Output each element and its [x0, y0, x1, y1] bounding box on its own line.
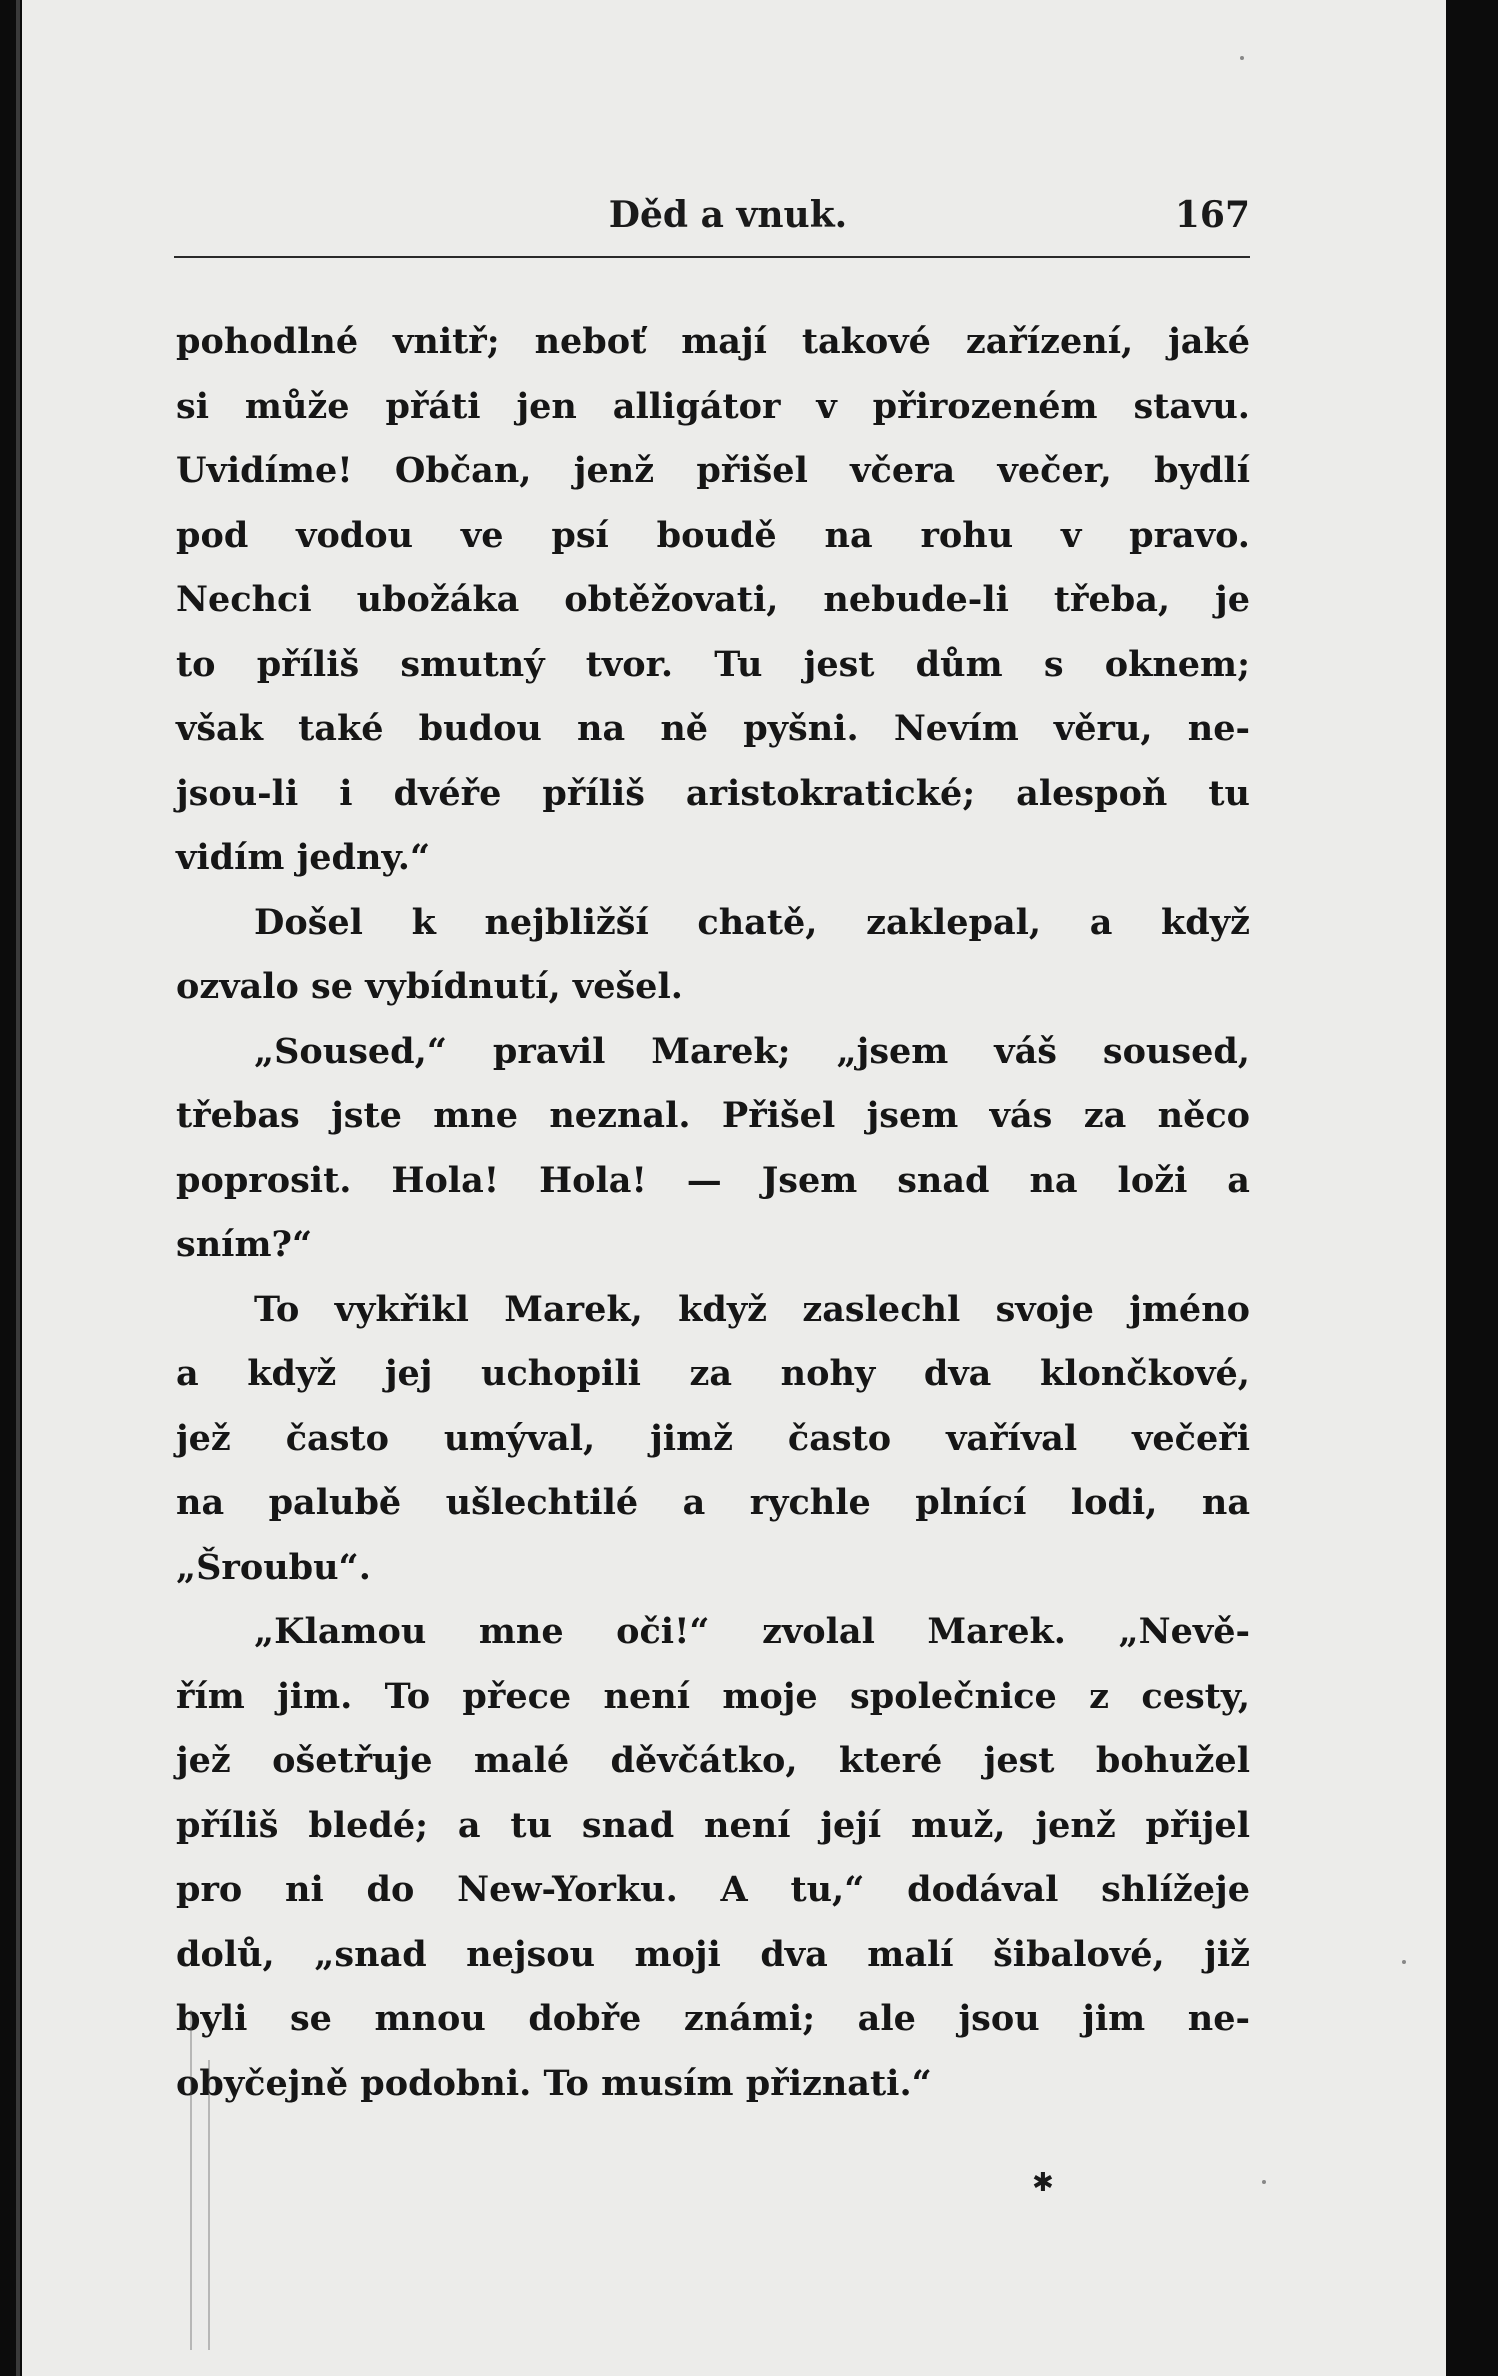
end-ornament: ✱	[1032, 2168, 1054, 2198]
text-line: třebas jste mne neznal. Přišel jsem vás za něco	[176, 1095, 1250, 1136]
text-line: pod vodou ve psí boudě na rohu v pravo.	[176, 514, 1250, 556]
text-line: pro ni do New-Yorku. A tu,“ dodával shlížeje	[176, 1869, 1250, 1910]
text-line: obyčejně podobni. To musím přiznati.“	[176, 2062, 932, 2104]
text-line: poprosit. Hola! Hola! — Jsem snad na loži a	[176, 1159, 1250, 1201]
paper-speck	[1240, 56, 1244, 60]
text-line: však také budou na ně pyšni. Nevím věru, ne-	[176, 708, 1250, 749]
header-rule	[174, 256, 1250, 258]
paper-speck	[1402, 1960, 1406, 1964]
text-line: To vykřikl Marek, když zaslechl svoje jméno	[254, 1288, 1250, 1330]
text-line: jsou-li i dvéře příliš aristokratické; alespoň tu	[176, 772, 1250, 814]
text-line: řím jim. To přece není moje společnice z cesty,	[176, 1675, 1250, 1717]
text-line: byli se mnou dobře známi; ale jsou jim ne-	[176, 1998, 1250, 2039]
text-line: ozvalo se vybídnutí, vešel.	[176, 966, 683, 1007]
text-line: Uvidíme! Občan, jenž přišel včera večer, bydlí	[176, 450, 1250, 491]
text-line: jež často umýval, jimž často vaříval večeři	[176, 1417, 1250, 1459]
text-line: pohodlné vnitř; neboť mají takové zařízení, jaké	[176, 321, 1250, 362]
running-title: Děd a vnuk.	[608, 194, 848, 236]
page-number: 167	[1174, 194, 1250, 236]
running-header	[176, 190, 1250, 260]
text-line: sním?“	[176, 1224, 313, 1265]
margin-mark	[190, 2010, 192, 2350]
text-line: Nechci ubožáka obtěžovati, nebude-li třeba, je	[176, 579, 1250, 620]
text-line: dolů, „snad nejsou moji dva malí šibalové, již	[176, 1933, 1250, 1975]
text-line: na palubě ušlechtilé a rychle plnící lodi, na	[176, 1482, 1250, 1523]
text-line: Došel k nejbližší chatě, zaklepal, a když	[254, 901, 1250, 943]
text-line: to příliš smutný tvor. Tu jest dům s oknem;	[176, 643, 1250, 685]
margin-mark	[208, 2060, 210, 2350]
text-line: vidím jedny.“	[176, 837, 431, 878]
text-line: jež ošetřuje malé děvčátko, které jest bohužel	[176, 1740, 1250, 1781]
paper-speck	[1262, 2180, 1266, 2184]
body-text	[176, 310, 1250, 2116]
page-left-edge	[16, 0, 20, 2376]
text-line: příliš bledé; a tu snad není její muž, jenž přijel	[176, 1804, 1250, 1846]
text-line: si může přáti jen alligátor v přirozeném stavu.	[176, 385, 1250, 427]
text-line: a když jej uchopili za nohy dva klončkové,	[176, 1353, 1250, 1394]
text-line: „Soused,“ pravil Marek; „jsem váš soused,	[254, 1030, 1250, 1072]
text-line: „Šroubu“.	[176, 1546, 371, 1588]
text-line: „Klamou mne oči!“ zvolal Marek. „Nevě-	[254, 1611, 1250, 1652]
paper-sheet	[22, 0, 1446, 2376]
